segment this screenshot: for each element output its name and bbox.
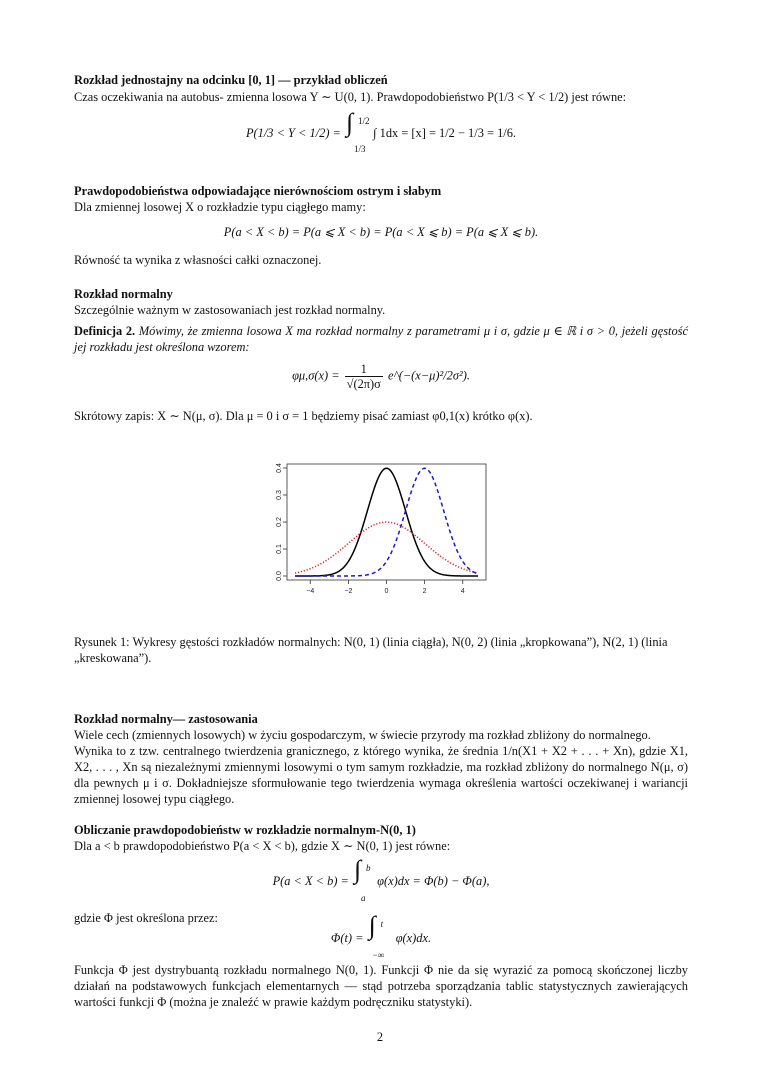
pdf-numerator: 1 — [345, 362, 383, 377]
definition-label: Definicja 2. — [74, 324, 136, 338]
y-tick-label: 0.2 — [275, 517, 283, 527]
x-axis — [306, 580, 465, 595]
section-heading-uniform: Rozkład jednostajny na odcinku [0, 1] — przykład obliczeń — [74, 73, 388, 87]
integral-sign: ∫ 1/2 1/3 — [344, 117, 370, 151]
eq1-rhs: φ(x)dx = Φ(b) − Φ(a), — [377, 873, 490, 888]
probability-integral-equation — [74, 855, 688, 904]
computing-intro: Dla a < b prawdopodobieństwo P(a < X < b), gdzie X ∼ N(0, 1) jest równe: — [74, 839, 451, 853]
uniform-eq-rhs: = [x] = 1/2 − 1/3 = 1/6. — [401, 125, 517, 140]
definition-text: Mówimy, że zmienna losowa X ma rozkład normalny z parametrami μ i σ, gdzie μ ∈ ℝ i σ > 0, jeżeli gęstość jej rozkładu jest określona wzorem: — [74, 324, 688, 354]
y-axis — [276, 463, 287, 581]
y-tick-label: 0.3 — [275, 490, 283, 500]
section-heading-computing: Obliczanie prawdopodobieństw w rozkładzie normalnym-N(0, 1) — [74, 823, 416, 837]
uniform-intro: Czas oczekiwania na autobus- zmienna losowa Y ∼ U(0, 1). Prawdopodobieństwo P(1/3 < Y < 1/2) jest równe: — [74, 90, 627, 104]
normal-pdf-equation — [74, 362, 688, 402]
applications-p2: Wynika to z tzw. centralnego twierdzenia granicznego, z którego wynika, że średnia 1/n(X1 + X2 + . . . + Xn), gdzie X1, X2, . . . , Xn są niezależnymi zmiennymi losowymi o tym samym rozkładzie, ma rozkład zbliżony do normalnego N(μ, σ) dla pewnych μ i σ. Dokładniejsze sformułowanie tego twierdzenia wymaga określenia wartości oczekiwanej i wariancji zmiennej losowej typu ciągłego. — [74, 744, 688, 806]
pdf-lhs: φμ,σ(x) = — [292, 368, 340, 383]
y-tick-label: 0.0 — [275, 571, 283, 581]
integral-lower-a: a — [361, 893, 366, 903]
section-heading-inequalities: Prawdopodobieństwa odpowiadające nierównościom ostrym i słabym — [74, 184, 442, 198]
eq1-lhs: P(a < X < b) = — [272, 873, 349, 888]
applications-p1: Wiele cech (zmiennych losowych) w życiu gospodarczym, w świecie przyrody ma rozkład zbliżony do normalnego. — [74, 728, 651, 742]
section-heading-applications: Rozkład normalny— zastosowania — [74, 712, 258, 726]
eq2-rhs: φ(x)dx. — [395, 930, 432, 945]
inequalities-note: Równość ta wynika z własności całki oznaczonej. — [74, 253, 322, 267]
integral-lower: 1/3 — [354, 144, 366, 154]
integral-upper: 1/2 — [358, 116, 370, 126]
plot-frame — [287, 464, 486, 580]
density-curve-n-2-1- — [295, 468, 478, 576]
phi-explanation: Funkcja Φ jest dystrybuantą rozkładu normalnego N(0, 1). Funkcji Φ nie da się wyrazić za pomocą skończonej liczby działań na podstawowych funkcjach elementarnych — stąd potrzeba sporządzania tablic statystycznych zawierających wartości funkcji Φ (można je znaleźć w prawie każdym podręczniku statystyki). — [74, 963, 688, 1009]
density-curves — [295, 468, 478, 576]
y-tick-label: 0.1 — [275, 544, 283, 554]
integral-sign-ab: ∫ b a — [352, 864, 374, 900]
normal-shorthand: Skrótowy zapis: X ∼ N(μ, σ). Dla μ = 0 i σ = 1 będziemy pisać zamiast φ0,1(x) krótko φ(x). — [74, 409, 533, 423]
integral-lower-inf: −∞ — [372, 950, 385, 960]
page-number: 2 — [376, 1030, 384, 1044]
definition-2 — [74, 323, 688, 355]
x-tick-label: 2 — [422, 588, 427, 595]
inequalities-intro: Dla zmiennej losowej X o rozkładzie typu ciągłego mamy: — [74, 200, 366, 214]
figure-caption: Rysunek 1: Wykresy gęstości rozkładów normalnych: N(0, 1) (linia ciągła), N(0, 2) (linia „kropkowana”), N(2, 1) (linia „kreskowana”). — [74, 635, 668, 665]
x-tick-label: −4 — [306, 588, 315, 595]
phi-definition-intro: gdzie Φ jest określona przez: — [74, 911, 218, 925]
x-tick-label: 4 — [460, 588, 465, 595]
density-curve-n-0-2- — [295, 522, 478, 573]
x-tick-label: −2 — [344, 588, 353, 595]
inequalities-equation: P(a < X < b) = P(a ⩽ X < b) = P(a < X ⩽ b) = P(a ⩽ X ⩽ b). — [223, 225, 539, 239]
y-tick-label: 0.4 — [275, 463, 283, 473]
uniform-eq-integrand: ∫ 1dx — [373, 125, 399, 140]
x-tick-label: 0 — [384, 588, 389, 595]
eq2-lhs: Φ(t) = — [330, 930, 364, 945]
normal-densities-chart — [264, 460, 494, 600]
integral-upper-t: t — [380, 919, 384, 929]
density-curve-n-0-1- — [295, 468, 478, 576]
pdf-denominator: √(2π)σ — [346, 377, 381, 391]
section-heading-normal: Rozkład normalny — [74, 287, 173, 301]
pdf-exponential: e^(−(x−μ)²/2σ²). — [387, 368, 470, 383]
integral-upper-b: b — [366, 863, 371, 873]
pdf-fraction — [345, 362, 383, 391]
uniform-equation — [74, 108, 688, 154]
uniform-eq-lhs: P(1/3 < Y < 1/2) = — [245, 125, 341, 140]
integral-sign-t: ∫ t −∞ — [367, 920, 393, 958]
normal-intro: Szczególnie ważnym w zastosowaniach jest rozkład normalny. — [74, 303, 386, 317]
